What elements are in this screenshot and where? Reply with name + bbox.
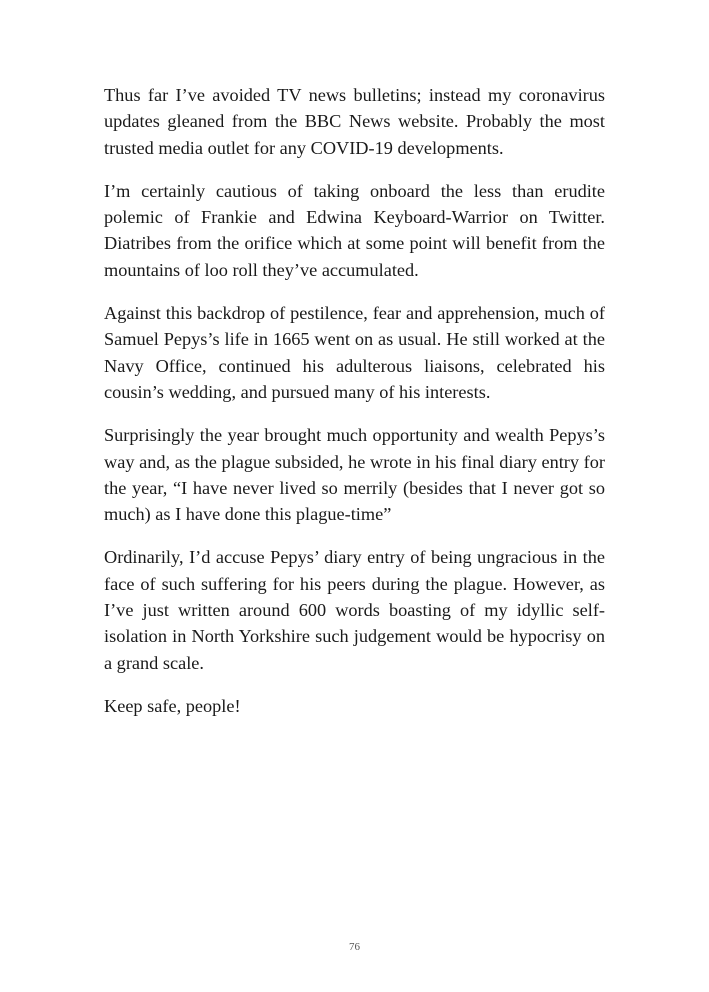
paragraph-hypocrisy: Ordinarily, I’d accuse Pepys’ diary entry of being ungracious in the face of such suffering for his peers during the plague. However, as I’ve just written around 600 words boasting of my idyllic self-isolation in North Yorkshire such judgement would be hypocrisy on a grand scale. <box>104 547 605 673</box>
paragraph-tv-news: Thus far I’ve avoided TV news bulletins; instead my coronavirus updates gleaned from the BBC News website. Probably the most trusted media outlet for any COVID-19 developments. <box>104 85 605 158</box>
paragraph-pepys-1665: Against this backdrop of pestilence, fear and apprehension, much of Samuel Pepys’s life in 1665 went on as usual. He still worked at the Navy Office, continued his adulterous liaisons, celebrated his cousin’s wedding, and pursued many of his interests. <box>104 303 605 402</box>
paragraph-keyboard-warrior: I’m certainly cautious of taking onboard the less than erudite polemic of Frankie and Edwina Keyboard-Warrior on Twitter. Diatribes from the orifice which at some point will benefit from the mountains of loo roll they’ve accumulated. <box>104 180 605 280</box>
paragraph-keep-safe: Keep safe, people! <box>104 695 241 716</box>
paragraph-diary-quote: Surprisingly the year brought much opportunity and wealth Pepys’s way and, as the plague subsided, he wrote in his final diary entry for the year, “I have never lived so merrily (besides that I never got so much) as I have done this plague-time” <box>104 425 605 525</box>
page-number: 76 <box>349 941 360 953</box>
body-text <box>104 82 605 736</box>
